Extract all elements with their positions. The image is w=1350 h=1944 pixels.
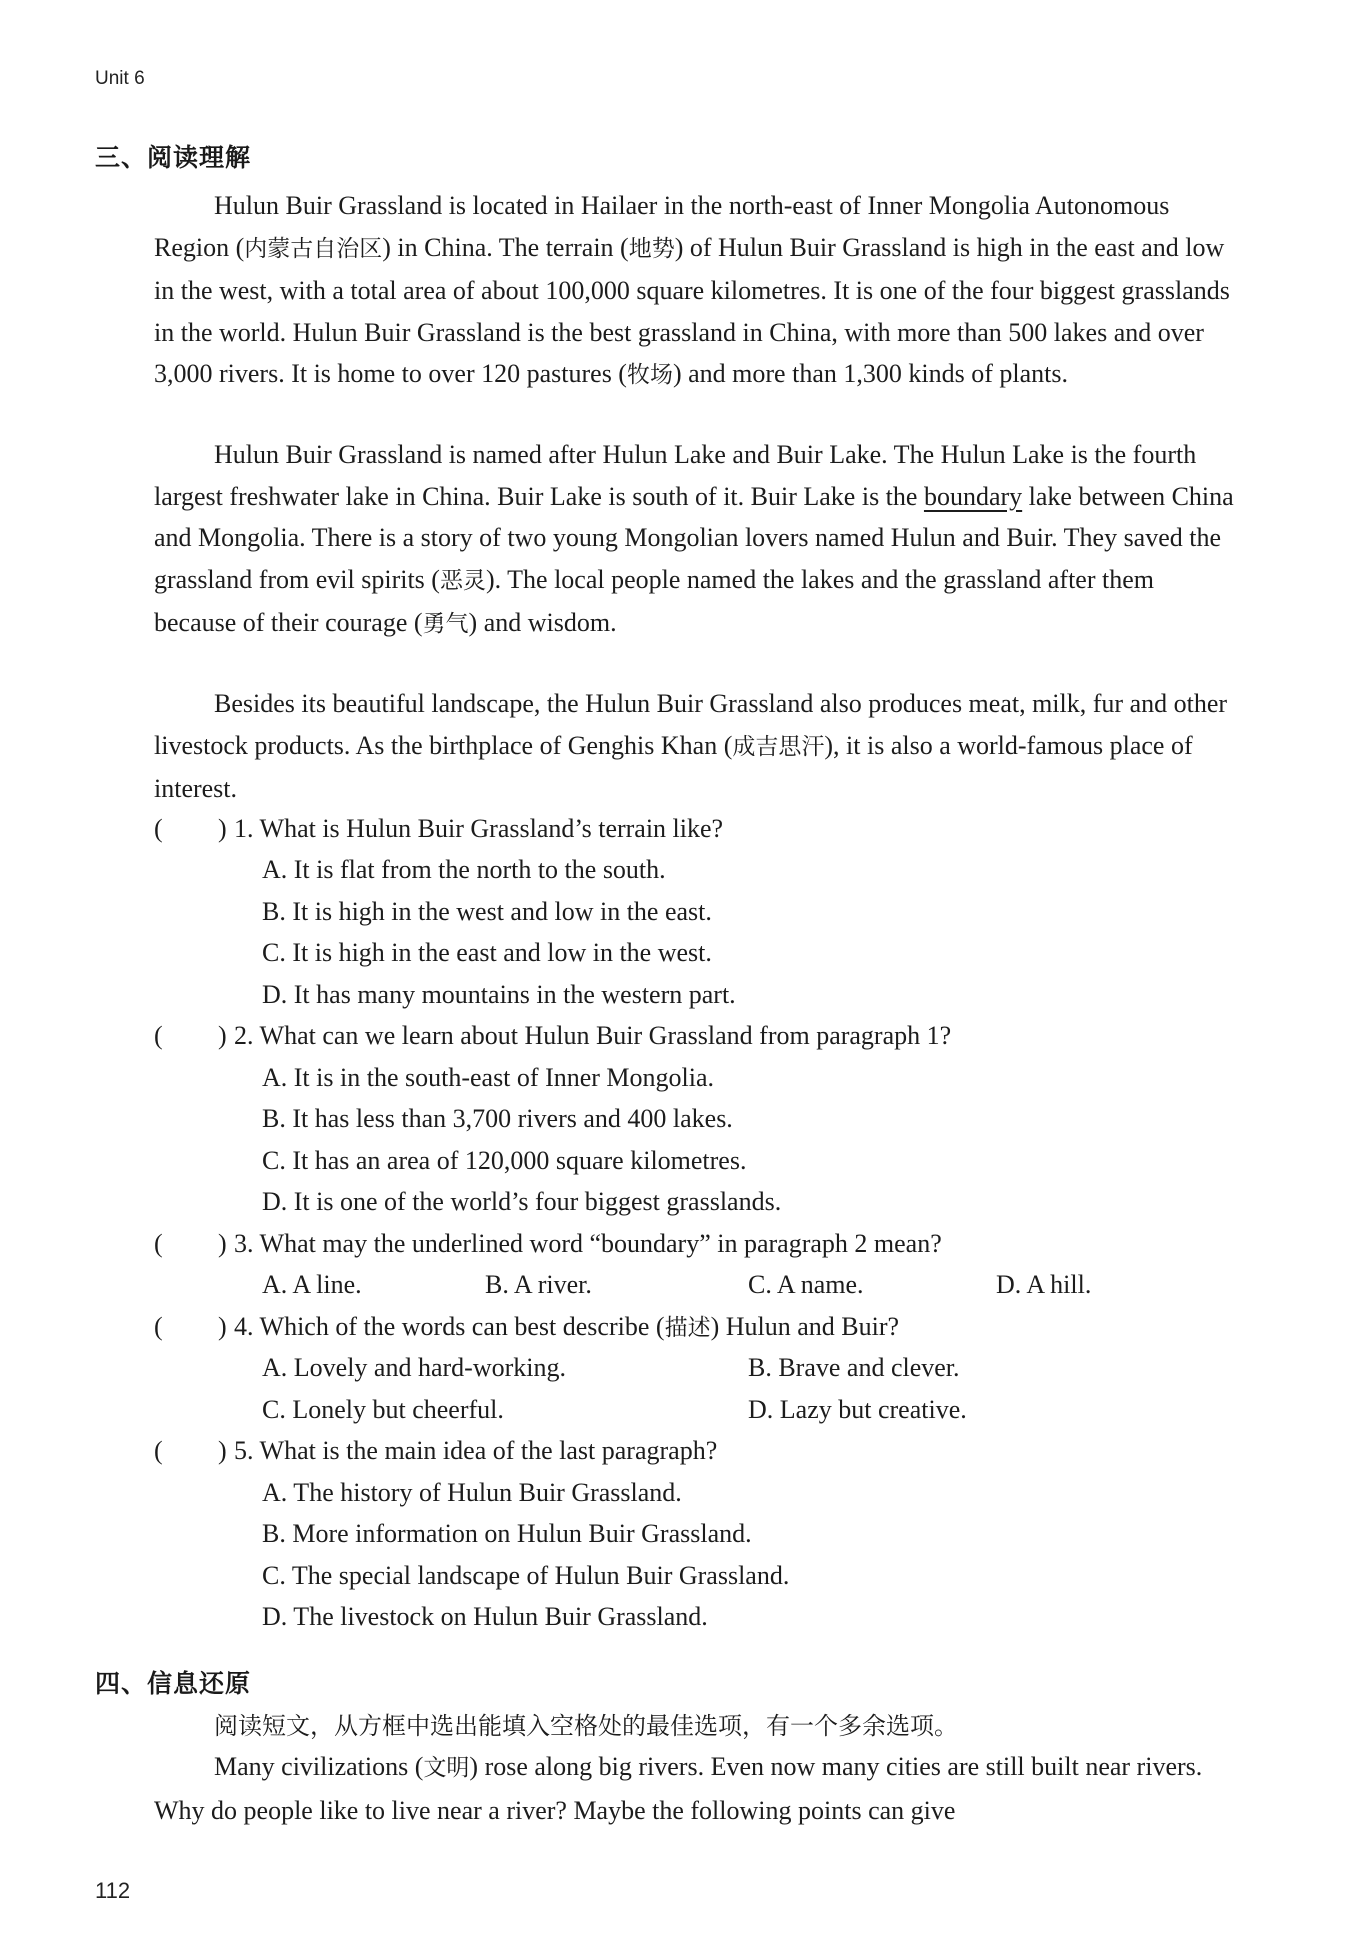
section-title-info-restore: 四、信息还原 — [95, 1669, 252, 1698]
passage-paragraph-3: Besides its beautiful landscape, the Hulun Buir Grassland also produces meat, milk, fur and other livestock products. As the birthplace of Genghis Khan (成吉思汗), it is also a world-famous place of interest. — [154, 689, 1228, 803]
section4-instruction: 阅读短文，从方框中选出能填入空格处的最佳选项，有一个多余选项。 — [214, 1712, 958, 1740]
question-5-text: 5. What is the main idea of the last paragraph? — [234, 1436, 718, 1465]
q1-option-a: A. It is flat from the north to the south. — [262, 855, 666, 884]
q5-option-b: B. More information on Hulun Buir Grassland. — [262, 1519, 752, 1548]
question-1-text: 1. What is Hulun Buir Grassland’s terrain like? — [234, 814, 724, 843]
question-5: ( ) 5. What is the main idea of the last paragraph? — [154, 1430, 1234, 1472]
q1-option-b: B. It is high in the west and low in the east. — [262, 897, 712, 926]
section4-paragraph-1: Many civilizations (文明) rose along big rivers. Even now many cities are still built near rivers. Why do people like to live near a river? Maybe the following points can give — [154, 1752, 1203, 1825]
answer-blank-5[interactable]: ( — [154, 1436, 163, 1465]
q3-option-b: B. A river. — [485, 1270, 592, 1299]
q4-option-a: A. Lovely and hard-working. — [262, 1353, 566, 1382]
question-1: ( ) 1. What is Hulun Buir Grassland’s terrain like? — [154, 808, 1234, 850]
q4-option-d: D. Lazy but creative. — [748, 1395, 967, 1424]
question-4-text: 4. Which of the words can best describe (描述) Hulun and Buir? — [234, 1312, 900, 1341]
q3-option-a: A. A line. — [262, 1270, 362, 1299]
passage-paragraph-2: Hulun Buir Grassland is named after Hulun Lake and Buir Lake. The Hulun Lake is the fourth largest freshwater lake in China. Buir Lake is south of it. Buir Lake is the boundary lake between China and Mongolia. There is a story of two young Mongolian lovers named Hulun and Buir. They saved the grassland from evil spirits (恶灵). The local people named the lakes and the grassland after them because of their courage (勇气) and wisdom. — [154, 440, 1234, 637]
q1-option-c: C. It is high in the east and low in the west. — [262, 938, 712, 967]
answer-blank-4[interactable]: ( — [154, 1312, 163, 1341]
q4-option-c: C. Lonely but cheerful. — [262, 1395, 504, 1424]
answer-blank-3[interactable]: ( — [154, 1229, 163, 1258]
q2-option-a: A. It is in the south-east of Inner Mongolia. — [262, 1063, 715, 1092]
q2-option-d: D. It is one of the world’s four biggest grasslands. — [262, 1187, 782, 1216]
q3-option-d: D. A hill. — [996, 1270, 1092, 1299]
question-2-text: 2. What can we learn about Hulun Buir Grassland from paragraph 1? — [234, 1021, 952, 1050]
answer-blank-1[interactable]: ( — [154, 814, 163, 843]
answer-blank-2[interactable]: ( — [154, 1021, 163, 1050]
section-title-reading: 三、阅读理解 — [95, 143, 252, 172]
underlined-word-boundary: boundary — [923, 481, 1023, 511]
question-4: ( ) 4. Which of the words can best describe (描述) Hulun and Buir? — [154, 1306, 1234, 1348]
q5-option-a: A. The history of Hulun Buir Grassland. — [262, 1478, 682, 1507]
q4-option-b: B. Brave and clever. — [748, 1353, 960, 1382]
q5-option-d: D. The livestock on Hulun Buir Grassland. — [262, 1602, 708, 1631]
passage-paragraph-1: Hulun Buir Grassland is located in Hailaer in the north-east of Inner Mongolia Autonomous Region (内蒙古自治区) in China. The terrain (地势) of Hulun Buir Grassland is high in the east and low in the west, with a total area of about 100,000 square kilometres. It is one of the four biggest grasslands in the world. Hulun Buir Grassland is the best grassland in China, with more than 500 lakes and over 3,000 rivers. It is home to over 120 pastures (牧场) and more than 1,300 kinds of plants. — [154, 191, 1230, 388]
q1-option-d: D. It has many mountains in the western part. — [262, 980, 736, 1009]
q2-option-c: C. It has an area of 120,000 square kilometres. — [262, 1146, 747, 1175]
q2-option-b: B. It has less than 3,700 rivers and 400 lakes. — [262, 1104, 733, 1133]
q5-option-c: C. The special landscape of Hulun Buir Grassland. — [262, 1561, 790, 1590]
question-3: ( ) 3. What may the underlined word “boundary” in paragraph 2 mean? — [154, 1223, 1234, 1265]
question-3-text: 3. What may the underlined word “boundary” in paragraph 2 mean? — [234, 1229, 942, 1258]
unit-header: Unit 6 — [95, 68, 145, 89]
question-2: ( ) 2. What can we learn about Hulun Buir Grassland from paragraph 1? — [154, 1015, 1234, 1057]
q3-option-c: C. A name. — [748, 1270, 864, 1299]
page-number: 112 — [95, 1878, 131, 1903]
